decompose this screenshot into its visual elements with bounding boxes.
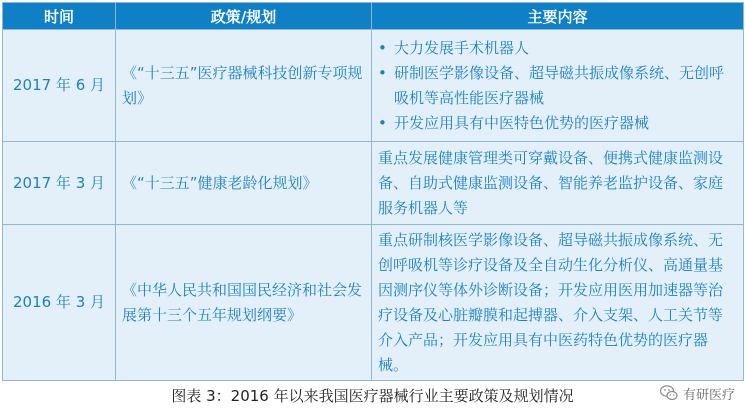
row-time: 2017 年 6 月 bbox=[3, 30, 116, 142]
list-item: • 开发应用具有中医特色优势的医疗器械 bbox=[378, 111, 737, 136]
table-row bbox=[3, 142, 744, 225]
header-row bbox=[3, 3, 744, 30]
row-policy: 《“十三五”健康老龄化规划》 bbox=[116, 142, 372, 225]
row-content bbox=[372, 30, 744, 142]
policy-table bbox=[2, 2, 744, 381]
row-content: 重点发展健康管理类可穿戴设备、便携式健康监测设备、自助式健康监测设备、智能养老监护设备、家庭服务机器人等 bbox=[372, 142, 744, 225]
row-time: 2017 年 3 月 bbox=[3, 142, 116, 225]
row-policy: 《中华人民共和国国民经济和社会发展第十三个五年规划纲要》 bbox=[116, 225, 372, 381]
wechat-icon bbox=[659, 383, 679, 403]
header-time: 时间 bbox=[3, 3, 116, 30]
row-content: 重点研制核医学影像设备、超导磁共振成像系统、无创呼吸机等诊疗设备及全自动生化分析仪、高通量基因测序仪等体外诊断设备；开发应用医用加速器等治疗设备及心脏瓣膜和起搏器、介入支架、人工关节等介入产品；开发应用具有中医药特色优势的医疗器械。 bbox=[372, 225, 744, 381]
table-row bbox=[3, 30, 744, 142]
header-policy: 政策/规划 bbox=[116, 3, 372, 30]
list-item: • 研制医学影像设备、超导磁共振成像系统、无创呼吸机等高性能医疗器械 bbox=[378, 61, 737, 111]
watermark-label: 有研医疗 bbox=[682, 387, 735, 403]
figure-caption: 图表 3：2016 年以来我国医疗器械行业主要政策及规划情况 bbox=[171, 387, 574, 405]
row-policy: 《“十三五”医疗器械科技创新专项规划》 bbox=[116, 30, 372, 142]
row-time: 2016 年 3 月 bbox=[3, 225, 116, 381]
watermark bbox=[659, 383, 735, 403]
header-content: 主要内容 bbox=[372, 3, 744, 30]
table-row bbox=[3, 225, 744, 381]
content-list bbox=[378, 36, 737, 136]
list-item: • 大力发展手术机器人 bbox=[378, 36, 737, 61]
